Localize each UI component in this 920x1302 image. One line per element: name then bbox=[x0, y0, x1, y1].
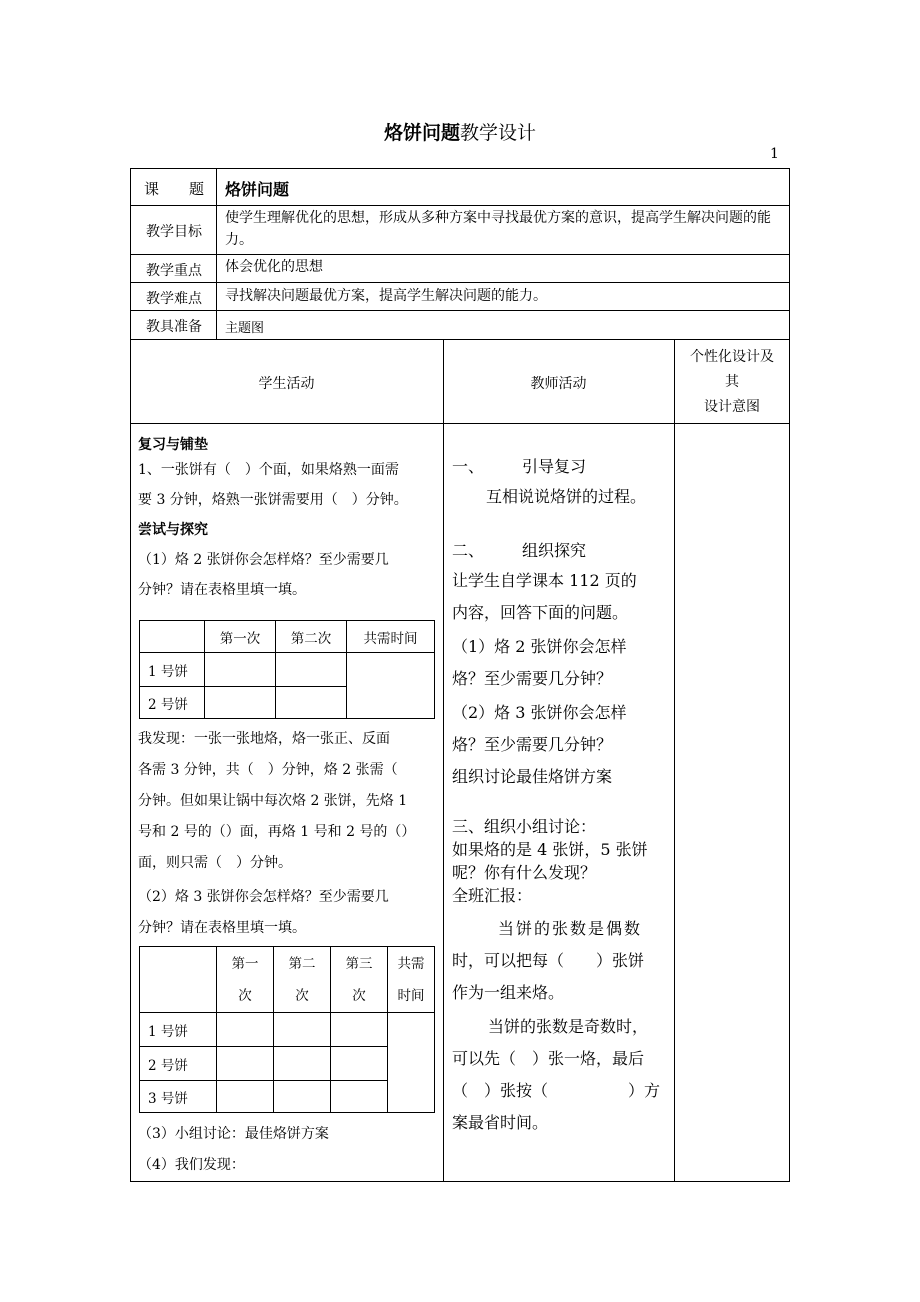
topic-label: 课 题 bbox=[143, 180, 204, 198]
key-label: 教学重点 bbox=[146, 263, 202, 279]
student-discussion bbox=[138, 1124, 440, 1186]
teacher-activities bbox=[452, 454, 672, 1142]
teacher-line: （1）烙 2 张饼你会怎样 bbox=[452, 637, 627, 656]
q2-line: （2）烙 3 张饼你会怎样烙？至少需要几 bbox=[138, 889, 389, 905]
review-heading: 复习与铺垫 bbox=[138, 437, 208, 453]
table1-header: 共需时间 bbox=[347, 621, 435, 653]
table1-cell bbox=[276, 653, 347, 687]
teacher-line: 可以先（ ）张一烙，最后 bbox=[452, 1049, 645, 1068]
table2-cell bbox=[331, 1081, 388, 1113]
finding-line: 我发现：一张一张地烙，烙一张正、反面 bbox=[138, 731, 390, 747]
title-bold: 烙饼问题 bbox=[383, 122, 460, 144]
divider bbox=[130, 254, 790, 255]
goal-label: 教学目标 bbox=[146, 224, 202, 240]
table2-cell bbox=[331, 1013, 388, 1047]
finding-line: 面，则只需（ ）分钟。 bbox=[138, 855, 292, 871]
teacher-line: 案最省时间。 bbox=[452, 1113, 549, 1132]
table2-cell bbox=[274, 1047, 331, 1081]
teacher-line: （ ）张按（ ）方 bbox=[452, 1081, 661, 1100]
teacher-line: 呢？你有什么发现？ bbox=[452, 863, 597, 882]
difficulty-label: 教学难点 bbox=[146, 291, 202, 307]
table2-cell bbox=[274, 1013, 331, 1047]
table1-header bbox=[140, 621, 205, 653]
goal-value: 使学生理解优化的思想，形成从多种方案中寻找最优方案的意识，提高学生解决问题的能力。 bbox=[225, 210, 771, 248]
finding-line: 各需 3 分钟，共（ ）分钟，烙 2 张需（ bbox=[138, 762, 398, 778]
personal-header-line: 其 bbox=[725, 374, 739, 390]
divider bbox=[443, 339, 444, 1182]
table2-row-label: 2 号饼 bbox=[140, 1047, 217, 1081]
finding-line: 分钟。但如果让锅中每次烙 2 张饼，先烙 1 bbox=[138, 793, 408, 809]
personal-header-line: 设计意图 bbox=[704, 399, 760, 415]
topic-value: 烙饼问题 bbox=[225, 180, 290, 199]
student-activities bbox=[138, 435, 440, 610]
teacher-line: 三、组织小组讨论： bbox=[452, 817, 597, 836]
table1-row-label: 1 号饼 bbox=[140, 653, 205, 687]
teacher-line: 组织讨论最佳烙饼方案 bbox=[452, 767, 613, 786]
student-findings bbox=[138, 729, 440, 949]
divider bbox=[674, 339, 675, 1182]
table2-header bbox=[331, 947, 388, 1013]
finding-line: 号和 2 号的（）面，再烙 1 号和 2 号的（） bbox=[138, 824, 416, 840]
divider bbox=[130, 205, 790, 206]
title-rest: 教学设计 bbox=[460, 122, 537, 144]
table1-row-label: 2 号饼 bbox=[140, 687, 205, 719]
teacher-line: 全班汇报： bbox=[452, 886, 533, 905]
teacher-section-2-title bbox=[452, 538, 672, 568]
table2-header-line: 次 bbox=[295, 987, 309, 1004]
teacher-line: （2）烙 3 张饼你会怎样 bbox=[452, 703, 627, 722]
table2-header bbox=[388, 947, 435, 1013]
table2-header-line: 第二 bbox=[288, 955, 316, 972]
table2-header-line: 第三 bbox=[345, 955, 373, 972]
table2-row-label: 3 号饼 bbox=[140, 1081, 217, 1113]
student-column-header: 学生活动 bbox=[258, 376, 315, 392]
table1-cell bbox=[205, 653, 276, 687]
tools-value: 主题图 bbox=[225, 321, 265, 336]
table2-cell bbox=[217, 1047, 274, 1081]
teacher-line: 作为一组来烙。 bbox=[452, 983, 565, 1002]
table2-header-line: 次 bbox=[352, 987, 366, 1004]
table2-cell bbox=[217, 1013, 274, 1047]
divider bbox=[130, 339, 790, 340]
three-cake-table bbox=[139, 946, 435, 1113]
teacher-line: 如果烙的是 4 张饼，5 张饼 bbox=[452, 840, 648, 859]
explore-heading: 尝试与探究 bbox=[138, 522, 208, 538]
section-title: 引导复习 bbox=[522, 457, 587, 476]
table2-total-cell bbox=[388, 1013, 435, 1113]
teacher-line: 内容，回答下面的问题。 bbox=[452, 603, 629, 622]
section-number: 一、 bbox=[452, 457, 485, 476]
table2-cell bbox=[274, 1081, 331, 1113]
divider bbox=[130, 310, 790, 311]
table2-row-label: 1 号饼 bbox=[140, 1013, 217, 1047]
q3-line: （3）小组讨论：最佳烙饼方案 bbox=[138, 1126, 329, 1142]
teacher-line: 烙？至少需要几分钟？ bbox=[452, 669, 613, 688]
teacher-section-1-title bbox=[452, 454, 672, 484]
section-title: 组织探究 bbox=[522, 541, 587, 560]
teacher-line: 烙？至少需要几分钟？ bbox=[452, 735, 613, 754]
teacher-section-1-body: 互相说说烙饼的过程。 bbox=[486, 487, 647, 506]
q1-line: （1）烙 2 张饼你会怎样烙？至少需要几 bbox=[138, 552, 389, 568]
teacher-line: 时，可以把每（ ）张饼 bbox=[452, 951, 645, 970]
personal-column-header bbox=[674, 345, 790, 420]
two-cake-table bbox=[139, 620, 435, 719]
table2-cell bbox=[331, 1047, 388, 1081]
tools-label: 教具准备 bbox=[146, 319, 202, 335]
review-q1-line: 要 3 分钟，烙熟一张饼需要用（ ）分钟。 bbox=[138, 492, 408, 508]
teacher-line: 当饼的张数是奇数时， bbox=[488, 1017, 649, 1036]
table2-header bbox=[217, 947, 274, 1013]
table1-total-cell bbox=[347, 653, 435, 719]
divider bbox=[216, 168, 217, 339]
teacher-line: 让学生自学课本 112 页的 bbox=[452, 571, 637, 590]
table2-header bbox=[274, 947, 331, 1013]
table1-cell bbox=[205, 687, 276, 719]
q4-line: （4）我们发现： bbox=[138, 1157, 245, 1173]
review-q1-line: 1、一张饼有（ ）个面，如果烙熟一面需 bbox=[138, 462, 399, 478]
divider bbox=[130, 423, 790, 424]
teacher-column-header: 教师活动 bbox=[530, 376, 587, 392]
section-number: 二、 bbox=[452, 541, 485, 560]
table2-header-line: 次 bbox=[238, 987, 252, 1004]
table1-cell bbox=[276, 687, 347, 719]
table2-header-line: 时间 bbox=[397, 987, 425, 1004]
table2-header bbox=[140, 947, 217, 1013]
key-value: 体会优化的思想 bbox=[225, 259, 323, 275]
teacher-line: 当饼的张数是偶数 bbox=[498, 919, 643, 938]
q1-line: 分钟？请在表格里填一填。 bbox=[138, 582, 306, 598]
q2-line: 分钟？请在表格里填一填。 bbox=[138, 920, 306, 936]
page-number: 1 bbox=[770, 146, 779, 162]
table1-header: 第一次 bbox=[205, 621, 276, 653]
table2-header-line: 第一 bbox=[231, 955, 259, 972]
document-title bbox=[0, 118, 920, 145]
table1-header: 第二次 bbox=[276, 621, 347, 653]
divider bbox=[130, 282, 790, 283]
difficulty-value: 寻找解决问题最优方案，提高学生解决问题的能力。 bbox=[225, 288, 547, 304]
personal-header-line: 个性化设计及 bbox=[690, 349, 774, 365]
table2-header-line: 共需 bbox=[397, 955, 425, 972]
table2-cell bbox=[217, 1081, 274, 1113]
